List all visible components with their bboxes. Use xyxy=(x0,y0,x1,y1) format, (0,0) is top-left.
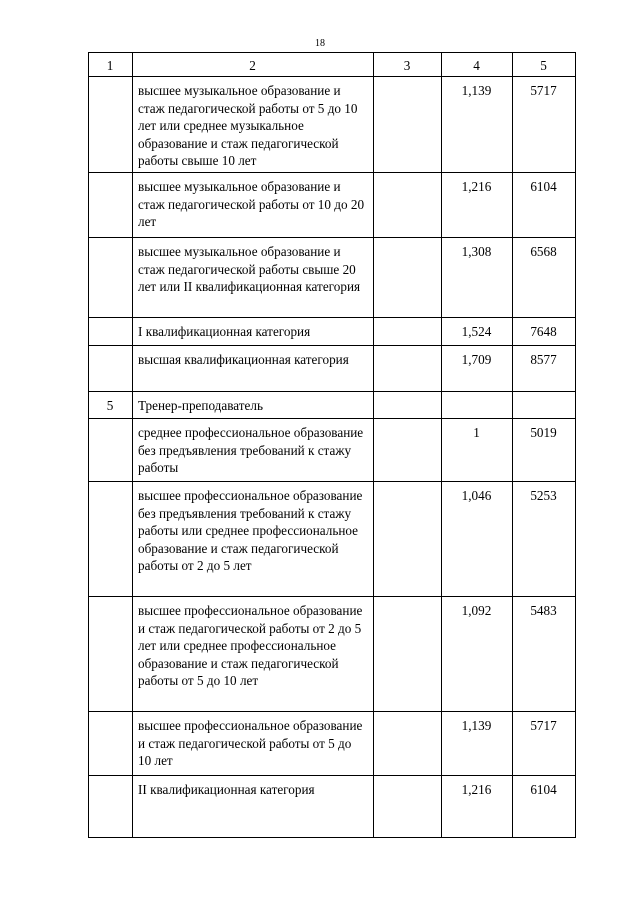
description-cell: высшее музыкальное образование и стаж педагогической работы свыше 20 лет или II квалификационная категория xyxy=(133,238,374,318)
table-row xyxy=(89,238,576,318)
coefficient-cell: 1,139 xyxy=(442,712,513,776)
coefficient-cell: 1,139 xyxy=(442,77,513,173)
row-number-cell xyxy=(89,173,133,238)
description-cell: высшее профессиональное образование и стаж педагогической работы от 2 до 5 лет или среднее профессиональное образование и стаж педагогической работы от 5 до 10 лет xyxy=(133,597,374,712)
row-number-cell xyxy=(89,712,133,776)
column-3-cell xyxy=(374,597,442,712)
salary-cell: 6104 xyxy=(513,776,576,838)
table-row xyxy=(89,346,576,392)
column-3-cell xyxy=(374,238,442,318)
salary-cell: 5717 xyxy=(513,712,576,776)
description-cell: высшее музыкальное образование и стаж педагогической работы от 10 до 20 лет xyxy=(133,173,374,238)
coefficient-cell: 1,216 xyxy=(442,776,513,838)
table-row xyxy=(89,77,576,173)
description-cell: высшая квалификационная категория xyxy=(133,346,374,392)
description-cell: I квалификационная категория xyxy=(133,318,374,346)
column-3-cell xyxy=(374,173,442,238)
row-number-cell xyxy=(89,597,133,712)
column-3-cell xyxy=(374,346,442,392)
header-col-2: 2 xyxy=(133,53,374,77)
coefficient-cell: 1 xyxy=(442,419,513,482)
description-cell: высшее профессиональное образование и стаж педагогической работы от 5 до 10 лет xyxy=(133,712,374,776)
coefficient-cell: 1,216 xyxy=(442,173,513,238)
coefficient-cell: 1,709 xyxy=(442,346,513,392)
description-cell: II квалификационная категория xyxy=(133,776,374,838)
table-row xyxy=(89,318,576,346)
salary-cell xyxy=(513,392,576,419)
header-col-4: 4 xyxy=(442,53,513,77)
salary-cell: 6568 xyxy=(513,238,576,318)
salary-cell: 5019 xyxy=(513,419,576,482)
salary-cell: 5253 xyxy=(513,482,576,597)
row-number-cell xyxy=(89,238,133,318)
salary-cell: 8577 xyxy=(513,346,576,392)
column-3-cell xyxy=(374,776,442,838)
description-cell: среднее профессиональное образование без предъявления требований к стажу работы xyxy=(133,419,374,482)
table-row xyxy=(89,482,576,597)
column-3-cell xyxy=(374,482,442,597)
row-number-cell: 5 xyxy=(89,392,133,419)
table-header-row xyxy=(89,53,576,77)
table-row xyxy=(89,173,576,238)
column-3-cell xyxy=(374,392,442,419)
coefficient-cell xyxy=(442,392,513,419)
header-col-3: 3 xyxy=(374,53,442,77)
row-number-cell xyxy=(89,482,133,597)
row-number-cell xyxy=(89,318,133,346)
salary-cell: 5483 xyxy=(513,597,576,712)
column-3-cell xyxy=(374,712,442,776)
row-number-cell xyxy=(89,346,133,392)
column-3-cell xyxy=(374,77,442,173)
description-cell: Тренер-преподаватель xyxy=(133,392,374,419)
row-number-cell xyxy=(89,77,133,173)
description-cell: высшее профессиональное образование без предъявления требований к стажу работы или среднее профессиональное образование и стаж педагогической работы от 2 до 5 лет xyxy=(133,482,374,597)
page-number: 18 xyxy=(315,38,325,49)
column-3-cell xyxy=(374,419,442,482)
salary-coefficient-table xyxy=(88,52,576,838)
table-row xyxy=(89,776,576,838)
table-row xyxy=(89,597,576,712)
coefficient-cell: 1,046 xyxy=(442,482,513,597)
table-row xyxy=(89,392,576,419)
table-row xyxy=(89,712,576,776)
salary-cell: 6104 xyxy=(513,173,576,238)
coefficient-cell: 1,092 xyxy=(442,597,513,712)
column-3-cell xyxy=(374,318,442,346)
description-cell: высшее музыкальное образование и стаж педагогической работы от 5 до 10 лет или среднее музыкальное образование и стаж педагогической работы свыше 10 лет xyxy=(133,77,374,173)
table-row xyxy=(89,419,576,482)
row-number-cell xyxy=(89,776,133,838)
header-col-5: 5 xyxy=(513,53,576,77)
coefficient-cell: 1,524 xyxy=(442,318,513,346)
coefficient-cell: 1,308 xyxy=(442,238,513,318)
header-col-1: 1 xyxy=(89,53,133,77)
salary-cell: 7648 xyxy=(513,318,576,346)
row-number-cell xyxy=(89,419,133,482)
salary-cell: 5717 xyxy=(513,77,576,173)
